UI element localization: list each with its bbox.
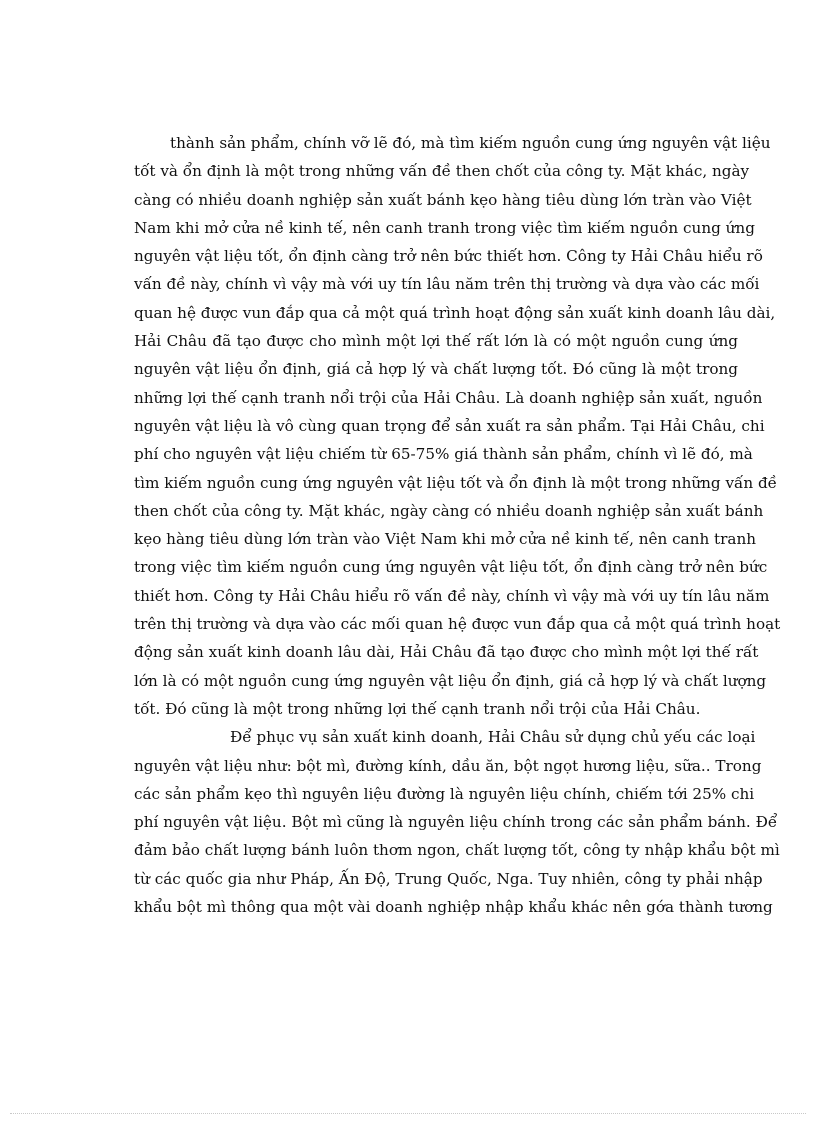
text-line: những lợi thế cạnh tranh nổi trội của Hải Châu. Là doanh nghiệp sản xuất, nguồn bbox=[134, 388, 763, 407]
text-line: từ các quốc gia như Pháp, Ấn Độ, Trung Quốc, Nga. Tuy nhiên, công ty phải nhập bbox=[134, 869, 763, 888]
text-line: quan hệ được vun đắp qua cả một quá trình hoạt động sản xuất kinh doanh lâu dài, bbox=[134, 303, 776, 322]
text-line: Nam khi mở cửa nề kinh tế, nên canh tranh trong việc tìm kiếm nguồn cung ứng bbox=[134, 218, 755, 237]
text-line: Để phục vụ sản xuất kinh doanh, Hải Châu sử dụng chủ yếu các loại bbox=[230, 728, 756, 747]
text-line: Hải Châu đã tạo được cho mình một lợi thế rất lớn là có một nguồn cung ứng bbox=[134, 332, 738, 351]
paragraph-1 bbox=[134, 129, 781, 723]
text-line: thành sản phẩm, chính vỡ lẽ đó, mà tìm kiếm nguồn cung ứng nguyên vật liệu bbox=[170, 134, 771, 152]
text-line: nguyên vật liệu là vô cùng quan trọng để sản xuất ra sản phẩm. Tại Hải Châu, chi bbox=[134, 416, 765, 435]
text-line: lớn là có một nguồn cung ứng nguyên vật liệu ổn định, giá cả hợp lý và chất lượng bbox=[134, 671, 767, 690]
text-line: nguyên vật liệu tốt, ổn định càng trở nên bức thiết hơn. Công ty Hải Châu hiểu rõ bbox=[134, 247, 763, 266]
text-line: phí cho nguyên vật liệu chiếm từ 65-75% giá thành sản phẩm, chính vì lẽ đó, mà bbox=[134, 445, 753, 464]
text-line: tìm kiếm nguồn cung ứng nguyên vật liệu tốt và ổn định là một trong những vấn đề bbox=[134, 473, 778, 492]
text-line: trong việc tìm kiếm nguồn cung ứng nguyên vật liệu tốt, ổn định càng trở nên bức bbox=[134, 558, 768, 577]
text-line: kẹo hàng tiêu dùng lớn tràn vào Việt Nam khi mở cửa nề kinh tế, nên canh tranh bbox=[134, 530, 757, 549]
text-line: thiết hơn. Công ty Hải Châu hiểu rõ vấn đề này, chính vì vậy mà với uy tín lâu năm bbox=[134, 586, 770, 605]
text-line: đảm bảo chất lượng bánh luôn thơm ngon, chất lượng tốt, công ty nhập khẩu bột mì bbox=[134, 841, 780, 860]
text-line: các sản phẩm kẹo thì nguyên liệu đường là nguyên liệu chính, chiếm tới 25% chi bbox=[134, 784, 755, 803]
body-text bbox=[134, 129, 781, 921]
text-line: then chốt của công ty. Mặt khác, ngày càng có nhiều doanh nghiệp sản xuất bánh bbox=[134, 501, 764, 520]
text-line: động sản xuất kinh doanh lâu dài, Hải Châu đã tạo được cho mình một lợi thế rất bbox=[134, 643, 759, 662]
text-line: trên thị trường và dựa vào các mối quan hệ được vun đắp qua cả một quá trình hoạt bbox=[134, 615, 781, 634]
text-line: nguyên vật liệu như: bột mì, đường kính, dầu ăn, bột ngọt hương liệu, sữa.. Trong bbox=[134, 756, 762, 775]
paragraph-2 bbox=[134, 723, 780, 921]
text-line: nguyên vật liệu ổn định, giá cả hợp lý và chất lượng tốt. Đó cũng là một trong bbox=[134, 360, 738, 379]
text-line: vấn đề này, chính vì vậy mà với uy tín lâu năm trên thị trường và dựa vào các mối bbox=[134, 275, 760, 294]
text-line: phí nguyên vật liệu. Bột mì cũng là nguyên liệu chính trong các sản phẩm bánh. Để bbox=[134, 813, 778, 832]
text-line: càng có nhiều doanh nghiệp sản xuất bánh kẹo hàng tiêu dùng lớn tràn vào Việt bbox=[134, 190, 752, 209]
page-bottom-divider bbox=[10, 1113, 806, 1114]
text-line: khẩu bột mì thông qua một vài doanh nghiệp nhập khẩu khác nên gớa thành tương bbox=[134, 898, 773, 917]
text-line: tốt. Đó cũng là một trong những lợi thế cạnh tranh nổi trội của Hải Châu. bbox=[134, 699, 701, 718]
text-line: tốt và ổn định là một trong những vấn đề then chốt của công ty. Mặt khác, ngày bbox=[134, 162, 750, 181]
